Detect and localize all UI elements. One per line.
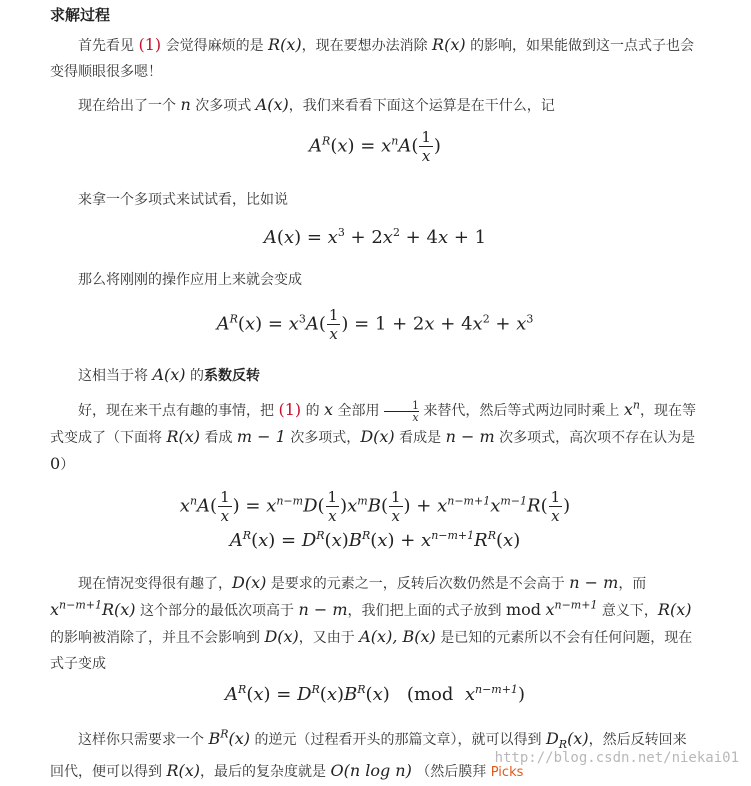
paragraph-modulo: 现在情况变得很有趣了，D(x) 是要求的元素之一，反转后次数仍然是不会高于 n − m，而 $x^{n-m+1}R(x)$ 这个部分的最低次项高于 n − m，我们把上面的式子放到 mod $x^{n-m+1}$ 意义下，R(x) 的影响被消除了，并且不会影响到 D(x)，又由于 A(x), B(x) 是已知的元素所以不会有任何问题，现在式子变成 [50, 573, 693, 672]
section-heading: 求解过程 [50, 6, 111, 24]
equation-multiplied: $x^nA$( $\frac{1}{x}$ ) = $x^{n-m}D$( $\frac{1}{x}$ )$x^mB$( $\frac{1}{x}$ ) + $x^{n-m+1}x^{m-1}R$( $\frac{1}{x}$ ) [179, 488, 571, 525]
paragraph-coeff-reverse: 这相当于将 A(x) 的系数反转 [78, 365, 260, 384]
paragraph-substitute: 好，现在来干点有趣的事情，把 (1) 的 x 全部用 $\frac{1}{x}$ 来替代，然后等式两边同时乘上 $x^n$，现在等式变成了（下面将 R(x) 看成 m − 1 次多项式，D(x) 看成是 n − m 次多项式，高次项不存在认为是 0） [50, 398, 696, 473]
paragraph-apply: 那么将刚刚的操作应用上来就会变成 [78, 272, 302, 288]
paragraph-conclusion: 这样你只需要求一个 $B^R(x)$ 的逆元（过程看开头的那篇文章），就可以得到 $D_R(x)$，然后反转回来回代，便可以得到 R(x)，最后的复杂度就是 O(n log n) （然后膜拜 Picks [50, 727, 687, 781]
paragraph-example: 来拿一个多项式来试试看，比如说 [78, 192, 288, 208]
watermark-text: http://blog.csdn.net/niekai01 [494, 750, 739, 766]
emphasis-text: 系数反转 [203, 368, 260, 384]
equation-mod-result: $A^R(x) = D^R(x)B^R(x)$ (mod $x^{n-m+1}$) [225, 683, 525, 705]
equation-ref: (1) [278, 400, 302, 419]
equation-ref: (1) [138, 35, 162, 54]
paragraph-define: 现在给出了一个 n 次多项式 A(x)，我们来看看下面这个运算是在干什么，记 [78, 95, 555, 114]
equation-reverse-def: $A^R(x) = x^nA$( $\frac{1}{x}$ ) [309, 128, 441, 165]
equation-example-reversed: $A^R(x) = x^3A$( $\frac{1}{x}$ ) = $1 + 2x + 4x^2 + x^3$ [216, 306, 534, 343]
paragraph-intro: 首先看见 (1) 会觉得麻烦的是 R(x)，现在要想办法消除 R(x) 的影响，如果能做到这一点式子也会变得顺眼很多嗯！ [50, 35, 695, 80]
author-link[interactable]: Picks [490, 765, 524, 781]
equation-reversed-form: $A^R(x) = D^R(x)B^R(x) + x^{n-m+1}R^R(x)$ [229, 529, 521, 551]
equation-example-poly: $A(x) = x^3 + 2x^2 + 4x + 1$ [263, 226, 487, 248]
